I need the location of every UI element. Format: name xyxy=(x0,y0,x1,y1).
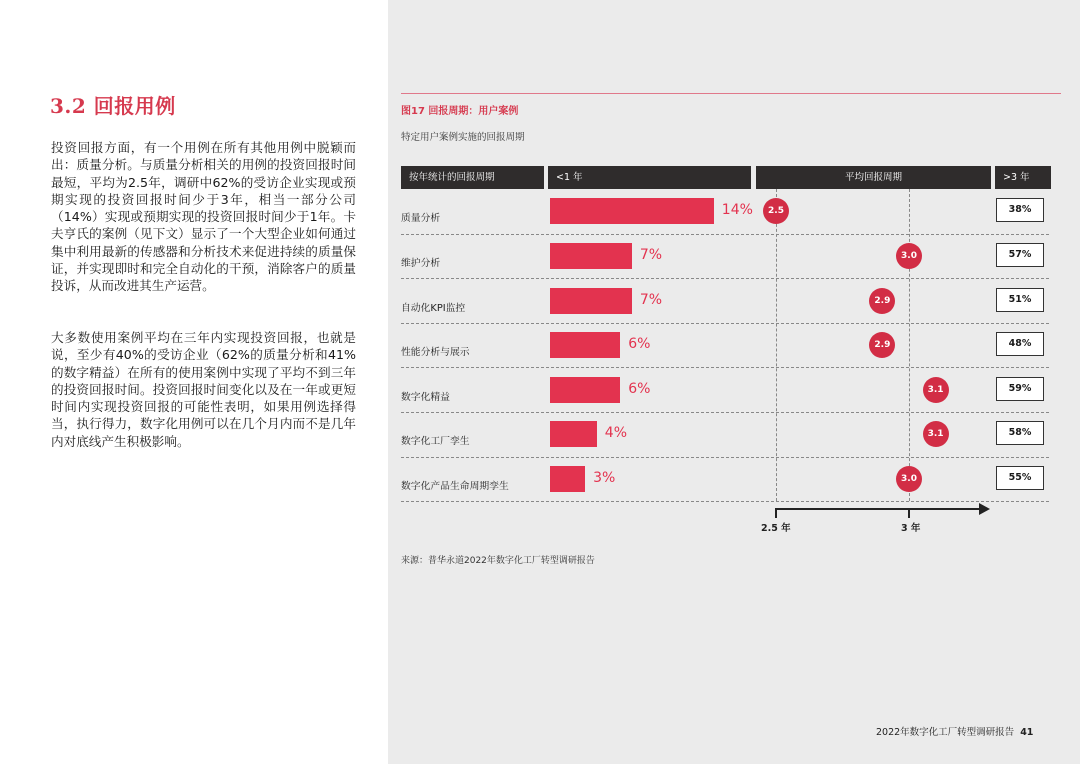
x-axis-tick-3 xyxy=(908,508,910,518)
gridline-3-years xyxy=(909,189,910,501)
lt1-bar xyxy=(550,421,597,447)
x-axis-tick-2-5 xyxy=(775,508,777,518)
average-period-marker: 2.5 xyxy=(763,198,789,224)
average-period-marker: 3.1 xyxy=(923,377,949,403)
row-separator xyxy=(401,457,1049,458)
section-title: 3.2 回报用例 xyxy=(50,94,176,118)
row-separator xyxy=(401,412,1049,413)
average-period-marker: 2.9 xyxy=(869,332,895,358)
body-paragraph-1: 投资回报方面，有一个用例在所有其他用例中脱颖而出：质量分析。与质量分析相关的用例的投资回报时间最短，平均为2.5年，调研中62%的受访企业实现或预期实现的投资回报时间少于3年，相当一部分公司（14%）实现或预期实现的投资回报时间少于1年。卡夫亨氏的案例（见下文）显示了一个大型企业如何通过集中利用最新的传感器和分析技术来促进持续的质量保证，并实现即时和完全自动化的干预，消除客户的质量投诉，从而改进其生产运营。 xyxy=(51,140,356,294)
x-axis-arrow-icon xyxy=(979,503,990,515)
gt3-value-box: 38% xyxy=(996,198,1044,222)
lt1-value-label: 7% xyxy=(639,291,663,308)
figure-top-rule xyxy=(401,93,1061,94)
lt1-value-label: 4% xyxy=(604,425,628,442)
header-average-period: 平均回报周期 xyxy=(756,166,991,189)
row-label: 质量分析 xyxy=(401,213,441,225)
row-label: 数字化精益 xyxy=(401,391,450,403)
header-less-than-1-year: <1 年 xyxy=(548,166,751,189)
lt1-bar xyxy=(550,377,620,403)
footer-report-title: 2022年数字化工厂转型调研报告 xyxy=(876,727,1015,738)
row-label: 数字化工厂孪生 xyxy=(401,436,470,448)
lt1-bar xyxy=(550,288,632,314)
lt1-bar xyxy=(550,332,620,358)
page-footer xyxy=(876,724,1033,738)
figure-source: 来源：普华永道2022年数字化工厂转型调研报告 xyxy=(401,556,595,566)
gt3-value-box: 58% xyxy=(996,421,1044,445)
row-separator xyxy=(401,234,1049,235)
gt3-value-box: 57% xyxy=(996,243,1044,267)
average-period-marker: 3.1 xyxy=(923,421,949,447)
gt3-value-box: 48% xyxy=(996,332,1044,356)
figure-subtitle: 特定用户案例实施的回报周期 xyxy=(401,132,525,143)
lt1-value-label: 14% xyxy=(721,202,753,219)
row-label: 性能分析与展示 xyxy=(401,347,470,359)
row-separator xyxy=(401,367,1049,368)
row-label: 维护分析 xyxy=(401,257,441,269)
body-paragraph-2: 大多数使用案例平均在三年内实现投资回报，也就是说，至少有40%的受访企业（62%的质量分析和41%的数字精益）在所有的使用案例中实现了平均不到三年的投资回报时间。投资回报时间变化以及在一年或更短时间内实现投资回报的可能性表明，如果用例选择得当，执行得力，数字化用例可以在几个月内而不是几年内对底线产生积极影响。 xyxy=(51,330,356,449)
average-period-marker: 2.9 xyxy=(869,288,895,314)
header-period-by-year: 按年统计的回报周期 xyxy=(401,166,544,189)
row-separator xyxy=(401,323,1049,324)
x-axis-label-3: 3 年 xyxy=(901,523,921,534)
lt1-bar xyxy=(550,198,714,224)
average-period-marker: 3.0 xyxy=(896,466,922,492)
lt1-value-label: 7% xyxy=(639,246,663,263)
x-axis-label-2-5: 2.5 年 xyxy=(761,523,791,534)
header-more-than-3-years: >3 年 xyxy=(995,166,1051,189)
lt1-value-label: 3% xyxy=(593,469,616,486)
average-period-marker: 3.0 xyxy=(896,243,922,269)
row-separator xyxy=(401,278,1049,279)
lt1-value-label: 6% xyxy=(628,336,651,353)
page-number: 41 xyxy=(1020,727,1034,738)
lt1-bar xyxy=(550,243,632,269)
row-label: 数字化产品生命周期孪生 xyxy=(401,480,509,492)
gt3-value-box: 55% xyxy=(996,466,1044,490)
gt3-value-box: 51% xyxy=(996,288,1044,312)
text-column xyxy=(0,0,388,764)
lt1-value-label: 6% xyxy=(628,380,651,397)
lt1-bar xyxy=(550,466,585,492)
x-axis-line xyxy=(776,508,983,510)
gt3-value-box: 59% xyxy=(996,377,1044,401)
gridline-2-5-years xyxy=(776,189,777,501)
figure-title: 图17 回报周期：用户案例 xyxy=(401,106,519,117)
row-separator xyxy=(401,501,1049,502)
row-label: 自动化KPI监控 xyxy=(401,302,466,314)
